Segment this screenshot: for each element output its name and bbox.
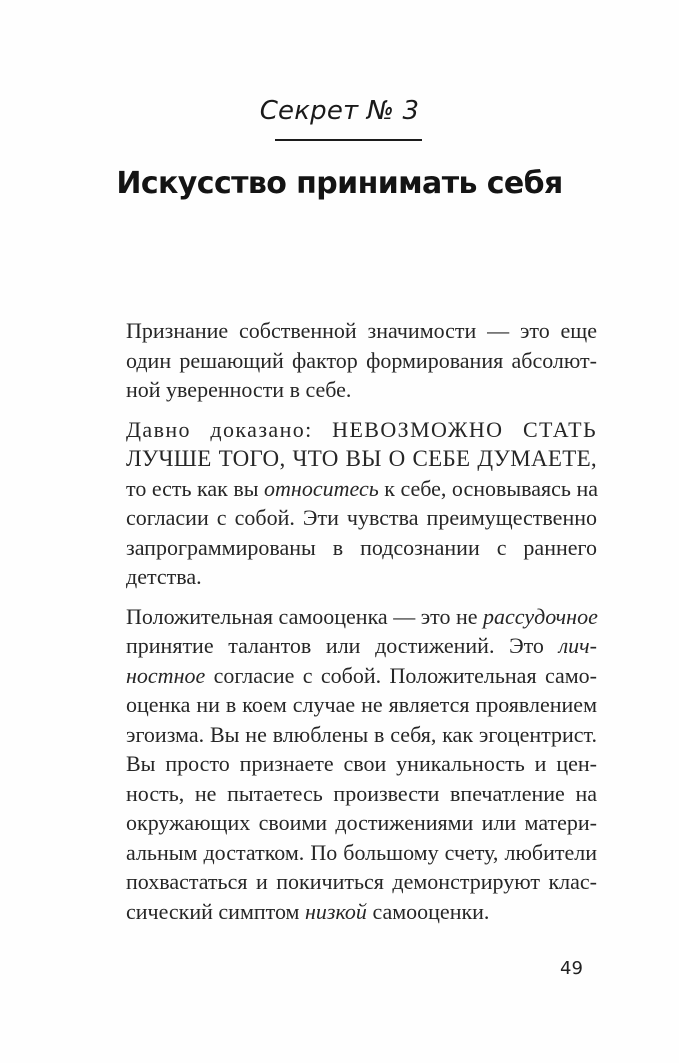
text-line: ЛУЧШЕ ТОГО, ЧТО ВЫ О СЕБЕ ДУМАЕТЕ, xyxy=(126,446,597,471)
paragraph-2 xyxy=(126,415,597,592)
text-line: ной уверенности в себе. xyxy=(126,377,352,402)
paragraph-3 xyxy=(126,602,597,927)
text-line: ность, не пытаетесь произвести впечатление на xyxy=(126,780,597,806)
text-line: один решающий фактор формирования абсолют- xyxy=(126,347,597,373)
text-line: принятие талантов или достижений. Это лич- xyxy=(126,633,597,658)
text-line: сический симптом низкой самооценки. xyxy=(126,898,490,924)
text-line: оценка ни в коем случае не является проявлением xyxy=(126,692,597,717)
emphasis-text: рассудочное xyxy=(483,603,598,629)
text-line: альным достатком. По большому счету, любители xyxy=(126,839,597,865)
text-line: Признание собственной значимости — это еще xyxy=(126,318,597,343)
text-line: окружающих своими достижениями или матери- xyxy=(126,810,597,835)
text-line: то есть как вы относитесь к себе, основываясь на xyxy=(126,475,598,501)
text-line: запрограммированы в подсознании с раннего xyxy=(126,534,597,560)
text-line: согласии с собой. Эти чувства преимущественно xyxy=(126,505,597,530)
emphasis-text: низкой xyxy=(304,898,367,924)
emphasis-text: относитесь xyxy=(264,475,379,501)
text-line: Давно доказано: НЕВОЗМОЖНО СТАТЬ xyxy=(126,416,597,442)
chapter-title: Искусство принимать себя xyxy=(116,166,563,201)
text-line: похвастаться и покичиться демонстрируют клас- xyxy=(126,869,597,894)
text-line: ностное согласие с собой. Положительная само- xyxy=(126,662,597,688)
text-line: Вы просто признаете свои уникальность и цен- xyxy=(126,751,597,776)
emphasis-text: ностное xyxy=(126,662,206,688)
paragraph-1 xyxy=(126,316,597,405)
emphasis-text: лич- xyxy=(558,633,597,658)
text-line: Положительная самооценка — это не рассудочное xyxy=(126,603,598,629)
text-line: эгоизма. Вы не влюблены в себя, как эгоцентрист. xyxy=(126,721,597,747)
text-line: детства. xyxy=(126,564,202,589)
page-number: 49 xyxy=(560,958,583,979)
chapter-underline-rule xyxy=(275,139,422,141)
body-text xyxy=(126,316,597,936)
chapter-label: Секрет № 3 xyxy=(259,96,420,126)
